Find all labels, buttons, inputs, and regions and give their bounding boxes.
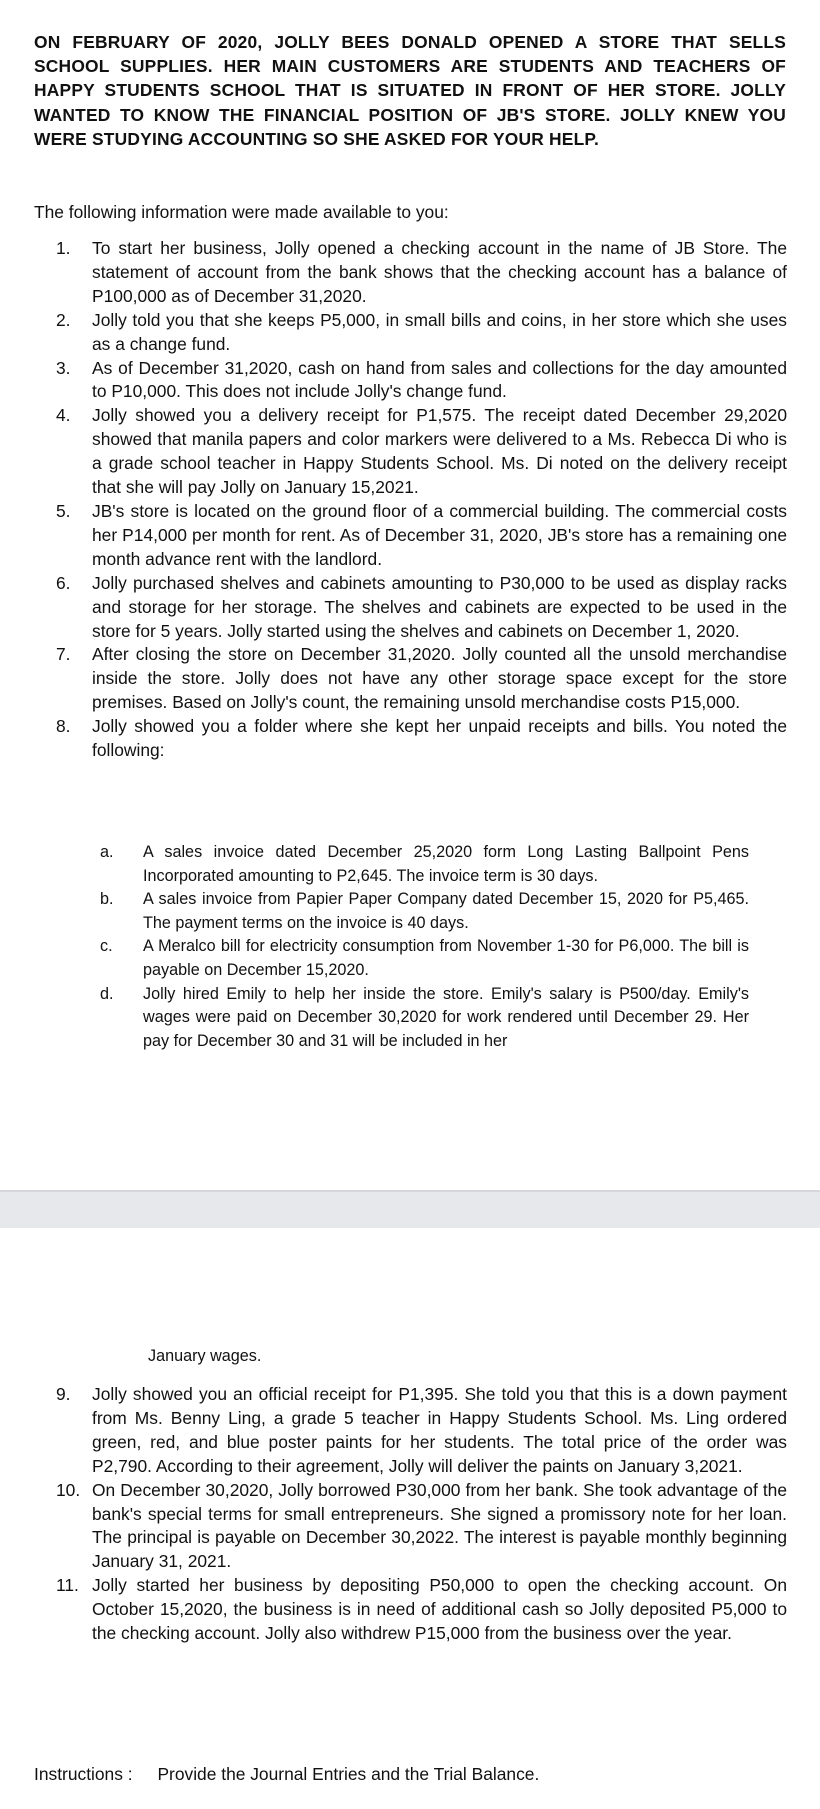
list-item — [0, 309, 820, 357]
item-text: Jolly told you that she keeps P5,000, in small bills and coins, in her store which she uses as a change fund. — [92, 309, 787, 354]
information-list — [0, 237, 820, 763]
item-number: 7. — [56, 644, 71, 665]
item-text: To start her business, Jolly opened a checking account in the name of JB Store. The statement of account from the bank shows that the checking account has a balance of P100,000 as of December 31,2020. — [92, 238, 787, 306]
item-number: 9. — [56, 1384, 71, 1404]
instructions-label: Instructions : — [34, 1764, 133, 1784]
sub-item-letter: a. — [100, 843, 114, 861]
item-text: After closing the store on December 31,2020. Jolly counted all the unsold merchandise inside the store. Jolly does not have any other storage space except for the store premises. Based on Jolly's count, the remaining unsold merchandise costs P15,000. — [92, 644, 787, 713]
item-number: 8. — [56, 716, 71, 737]
item-number: 3. — [56, 357, 71, 378]
list-item — [0, 1574, 820, 1646]
page-gap — [0, 1190, 820, 1230]
list-item — [0, 500, 820, 572]
list-item — [0, 1479, 820, 1575]
unpaid-bills-list — [0, 841, 820, 1053]
item-text: Jolly purchased shelves and cabinets amounting to P30,000 to be used as display racks and storage for her storage. The shelves and cabinets are expected to be used in the store for 5 years. Jolly started using the shelves and cabinets on December 1, 2020. — [92, 572, 787, 641]
information-list-continued — [0, 1383, 820, 1646]
item-number: 10. — [56, 1479, 81, 1500]
continuation-text: January wages. — [148, 1347, 262, 1365]
item-text: Jolly showed you a delivery receipt for P1,575. The receipt dated December 29,2020 showed that manila papers and color markers were delivered to a Ms. Rebecca Di who is a grade school teacher in Happy Students School. Ms. Di noted on the delivery receipt that she will pay Jolly on January 15,2021. — [92, 405, 787, 498]
item-text: On December 30,2020, Jolly borrowed P30,000 from her bank. She took advantage of the bank's special terms for small entrepreneurs. She signed a promissory note for her loan. The principal is payable on December 30,2022. The interest is payable monthly beginning January 31, 2021. — [92, 1479, 787, 1572]
item-text: Jolly showed you a folder where she kept her unpaid receipts and bills. You noted the following: — [92, 716, 787, 761]
item-number: 2. — [56, 309, 71, 330]
list-item — [0, 715, 820, 763]
list-item — [0, 1383, 820, 1479]
item-number: 6. — [56, 572, 71, 593]
list-item — [0, 643, 820, 715]
sub-item-text: A Meralco bill for electricity consumption from November 1-30 for P6,000. The bill is payable on December 15,2020. — [143, 937, 749, 979]
sub-list-item — [0, 935, 820, 982]
list-item — [0, 237, 820, 309]
sub-item-letter: d. — [100, 984, 114, 1003]
intro-text: The following information were made available to you: — [34, 202, 449, 222]
sub-list-item — [0, 888, 820, 935]
item-text: Jolly showed you an official receipt for P1,395. She told you that this is a down payment from Ms. Benny Ling, a grade 5 teacher in Happy Students School. Ms. Ling ordered green, red, and blue poster paints for her students. The total price of the order was P2,790. According to their agreement, Jolly will deliver the paints on January 3,2021. — [92, 1384, 787, 1476]
instructions — [34, 1764, 539, 1785]
list-item — [0, 404, 820, 500]
item-text: JB's store is located on the ground floor of a commercial building. The commercial costs her P14,000 per month for rent. As of December 31, 2020, JB's store has a remaining one month advance rent with the landlord. — [92, 500, 787, 569]
sub-item-letter: c. — [100, 937, 113, 956]
item-text: Jolly started her business by depositing P50,000 to open the checking account. On October 15,2020, the business is in need of additional cash so Jolly deposited P5,000 to the checking account. Jolly also withdrew P15,000 from the business over the year. — [92, 1575, 787, 1644]
sub-list-item — [0, 983, 820, 1054]
list-item — [0, 572, 820, 644]
sub-item-text: A sales invoice dated December 25,2020 form Long Lasting Ballpoint Pens Incorporated amounting to P2,645. The invoice term is 30 days. — [143, 843, 749, 885]
item-number: 1. — [56, 238, 71, 258]
list-item — [0, 357, 820, 405]
item-number: 4. — [56, 405, 71, 426]
instructions-text: Provide the Journal Entries and the Trial Balance. — [157, 1764, 540, 1784]
item-number: 11. — [56, 1575, 79, 1596]
sub-item-text: A sales invoice from Papier Paper Company dated December 15, 2020 for P5,465. The payment terms on the invoice is 40 days. — [143, 890, 749, 932]
sub-list-item — [0, 841, 820, 888]
item-number: 5. — [56, 500, 71, 521]
problem-heading: ON FEBRUARY OF 2020, JOLLY BEES DONALD OPENED A STORE THAT SELLS SCHOOL SUPPLIES. HER MAIN CUSTOMERS ARE STUDENTS AND TEACHERS OF HAPPY STUDENTS SCHOOL THAT IS SITUATED IN FRONT OF HER STORE. JOLLY WANTED TO KNOW THE FINANCIAL POSITION OF JB'S STORE. JOLLY KNEW YOU WERE STUDYING ACCOUNTING SO SHE ASKED FOR YOUR HELP. — [34, 32, 786, 149]
item-text: As of December 31,2020, cash on hand from sales and collections for the day amounted to P10,000. This does not include Jolly's change fund. — [92, 357, 787, 402]
sub-item-letter: b. — [100, 890, 114, 909]
sub-item-text: Jolly hired Emily to help her inside the store. Emily's salary is P500/day. Emily's wages were paid on December 30,2020 for work rendered until December 29. Her pay for December 30 and 31 will be included in her — [143, 984, 749, 1050]
